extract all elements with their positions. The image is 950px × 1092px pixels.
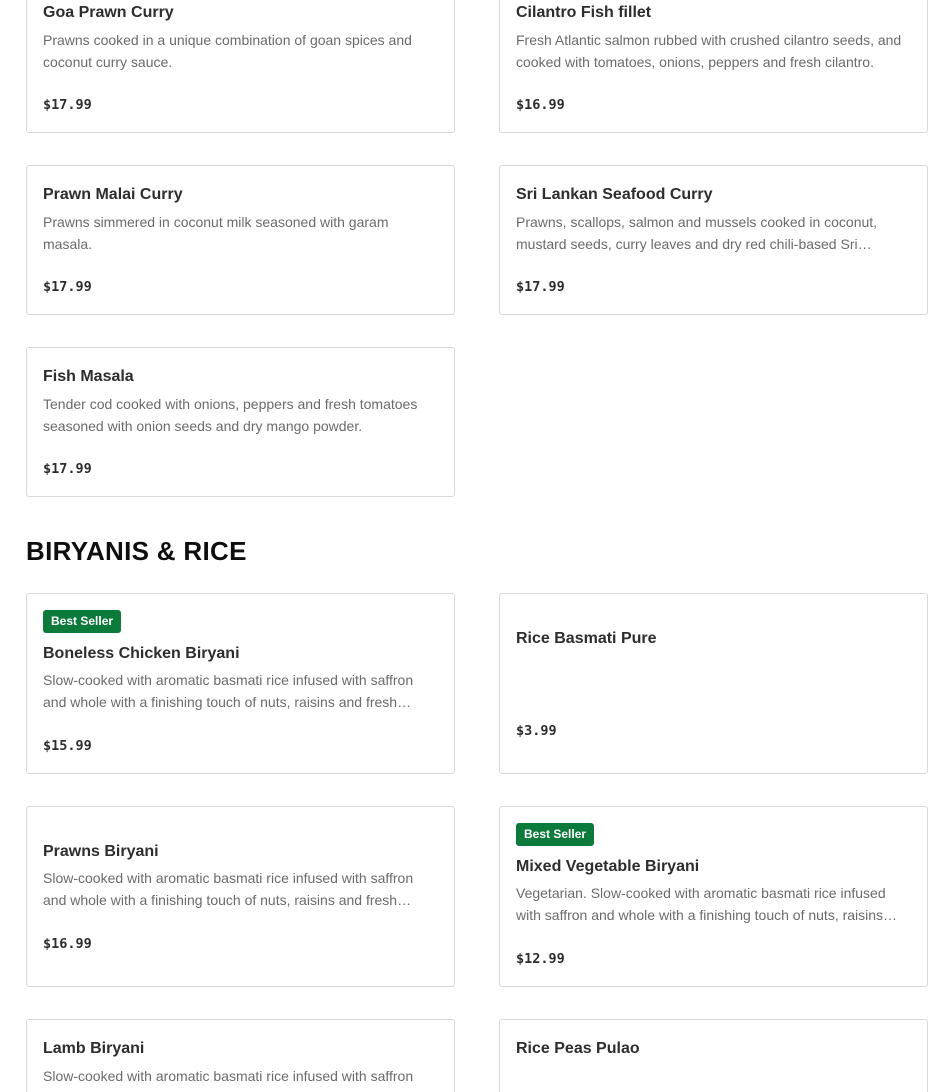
item-name: Rice Basmati Pure	[516, 630, 657, 647]
item-price: $15.99	[43, 738, 92, 754]
item-price: $16.99	[43, 936, 92, 952]
menu-item-card[interactable]	[499, 593, 928, 774]
item-price: $3.99	[516, 723, 557, 739]
item-description: Slow-cooked with aromatic basmati rice infused with saffron and whole with a finishing touch of nuts, raisins and fresh…	[43, 672, 414, 710]
item-description: Vegetarian. Slow-cooked with aromatic basmati rice infused with saffron and whole with a finishing touch of nuts, raisins…	[516, 885, 898, 923]
item-price: $17.99	[43, 279, 92, 295]
item-description: Slow-cooked with aromatic basmati rice infused with saffron	[43, 1068, 414, 1084]
item-price: $17.99	[516, 279, 565, 295]
item-price: $12.99	[516, 951, 565, 967]
item-description: Prawns, scallops, salmon and mussels cooked in coconut, mustard seeds, curry leaves and dry red chili-based Sri…	[516, 214, 878, 252]
menu-item-card[interactable]	[499, 0, 928, 133]
item-name: Rice Peas Pulao	[516, 1040, 640, 1057]
item-name: Boneless Chicken Biryani	[43, 645, 240, 662]
item-description: Tender cod cooked with onions, peppers and fresh tomatoes seasoned with onion seeds and dry mango powder.	[43, 396, 418, 434]
item-price: $16.99	[516, 97, 565, 113]
item-description: Slow-cooked with aromatic basmati rice infused with saffron and whole with a finishing touch of nuts, raisins and fresh…	[43, 870, 414, 908]
item-name: Fish Masala	[43, 368, 134, 385]
menu-item-card[interactable]	[499, 1019, 928, 1092]
menu-item-card[interactable]	[26, 347, 455, 497]
item-name: Cilantro Fish fillet	[516, 4, 652, 21]
best-seller-badge: Best Seller	[43, 610, 121, 633]
item-name: Mixed Vegetable Biryani	[516, 858, 700, 875]
menu-item-card[interactable]	[499, 165, 928, 315]
menu-item-card[interactable]	[26, 0, 455, 133]
item-name: Prawn Malai Curry	[43, 186, 183, 203]
menu-item-card[interactable]	[26, 1019, 455, 1092]
menu-item-card[interactable]	[26, 165, 455, 315]
section-heading-biryanis: BIRYANIS & RICE	[26, 536, 247, 566]
item-name: Prawns Biryani	[43, 843, 159, 860]
item-name: Goa Prawn Curry	[43, 4, 174, 21]
item-description: Prawns cooked in a unique combination of goan spices and coconut curry sauce.	[43, 32, 412, 70]
item-price: $17.99	[43, 461, 92, 477]
item-name: Sri Lankan Seafood Curry	[516, 186, 713, 203]
item-description: Prawns simmered in coconut milk seasoned with garam masala.	[43, 214, 389, 252]
item-name: Lamb Biryani	[43, 1040, 145, 1057]
item-description: Fresh Atlantic salmon rubbed with crushed cilantro seeds, and cooked with tomatoes, onions, peppers and fresh cilantro.	[516, 32, 902, 70]
menu-item-card[interactable]	[26, 593, 455, 774]
item-price: $17.99	[43, 97, 92, 113]
menu-item-card[interactable]	[499, 806, 928, 987]
menu-item-card[interactable]	[26, 806, 455, 987]
best-seller-badge: Best Seller	[516, 823, 594, 846]
